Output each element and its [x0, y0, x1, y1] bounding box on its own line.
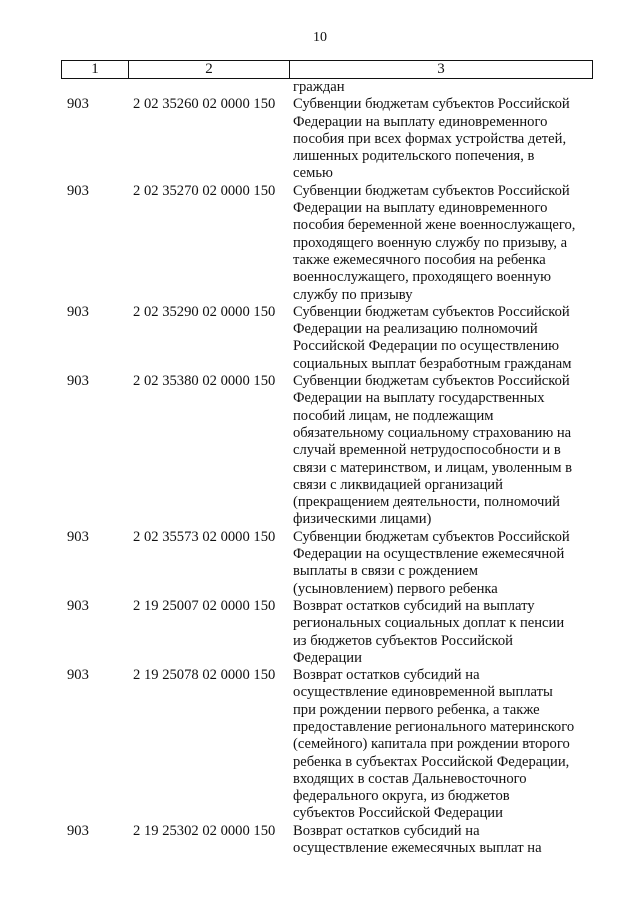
budget-classification-code: 2 19 25302 02 0000 150 — [133, 822, 276, 839]
description-line: пособия беременной жене военнослужащего, — [293, 217, 576, 234]
table-row — [0, 598, 640, 667]
table-row — [0, 96, 640, 182]
description-line: Федерации на выплату государственных — [293, 390, 545, 407]
description-line: Федерации на осуществление ежемесячной — [293, 546, 565, 563]
admin-code: 903 — [67, 303, 89, 320]
description-line: из бюджетов субъектов Российской — [293, 632, 513, 649]
description-line: Субвенции бюджетам субъектов Российской — [293, 182, 570, 199]
description-line: граждан — [293, 79, 345, 95]
description-line: Субвенции бюджетам субъектов Российской — [293, 528, 570, 545]
budget-classification-code: 2 19 25078 02 0000 150 — [133, 667, 276, 684]
description-line: входящих в состав Дальневосточного — [293, 770, 527, 787]
description-line: Субвенции бюджетам субъектов Российской — [293, 303, 570, 320]
description-line: военнослужащего, проходящего военную — [293, 269, 552, 286]
description-line: федерального округа, из бюджетов — [293, 788, 510, 805]
description-line: проходящего военную службу по призыву, а — [293, 234, 568, 251]
description-line: (усыновлением) первого ребенка — [293, 580, 498, 597]
admin-code: 903 — [67, 182, 89, 199]
table-row — [0, 183, 640, 304]
description-line: (прекращением деятельности, полномочий — [293, 494, 560, 511]
description-line: Субвенции бюджетам субъектов Российской — [293, 373, 570, 390]
description-line: Российской Федерации по осуществлению — [293, 338, 560, 355]
description-line: службу по призыву — [293, 286, 413, 303]
revenue-description — [293, 667, 593, 823]
revenue-description — [293, 373, 593, 529]
description-line: выплаты в связи с рождением — [293, 563, 479, 580]
admin-code: 903 — [67, 96, 89, 113]
table-row — [0, 529, 640, 598]
description-line: семью — [293, 165, 333, 182]
budget-classification-code: 2 02 35380 02 0000 150 — [133, 373, 276, 390]
budget-classification-code: 2 02 35290 02 0000 150 — [133, 303, 276, 320]
table-body — [0, 79, 640, 857]
description-line: Возврат остатков субсидий на — [293, 822, 480, 839]
description-line: физическими лицами) — [293, 511, 432, 528]
description-line: осуществление единовременной выплаты — [293, 684, 553, 701]
admin-code: 903 — [67, 822, 89, 839]
admin-code: 903 — [67, 528, 89, 545]
description-line: предоставление регионального материнского — [293, 718, 575, 735]
description-line: Субвенции бюджетам субъектов Российской — [293, 96, 570, 113]
description-line: связи с ликвидацией организаций — [293, 476, 503, 493]
table-row — [0, 373, 640, 529]
revenue-description — [293, 529, 593, 598]
description-line: Возврат остатков субсидий на — [293, 667, 480, 684]
revenue-description — [293, 183, 593, 304]
description-line: случай временной нетрудоспособности и в — [293, 442, 561, 459]
description-line: при рождении первого ребенка, а также — [293, 701, 540, 718]
description-line: пособия при всех формах устройства детей, — [293, 130, 567, 147]
revenue-description — [293, 79, 593, 96]
description-line: Возврат остатков субсидий на выплату — [293, 597, 535, 614]
description-line: Федерации на выплату единовременного — [293, 113, 548, 130]
revenue-description — [293, 304, 593, 373]
description-line: (семейного) капитала при рождении второго — [293, 736, 570, 753]
description-line: Федерации на реализацию полномочий — [293, 321, 538, 338]
revenue-description — [293, 823, 593, 858]
description-line: субъектов Российской Федерации — [293, 805, 503, 822]
table-row — [0, 304, 640, 373]
header-col-3: 3 — [290, 61, 593, 79]
header-col-2: 2 — [129, 61, 290, 79]
revenue-description — [293, 96, 593, 182]
admin-code: 903 — [67, 597, 89, 614]
budget-classification-code: 2 02 35260 02 0000 150 — [133, 96, 276, 113]
description-line: пособий лицам, не подлежащим — [293, 407, 494, 424]
revenue-description — [293, 598, 593, 667]
table-header — [61, 60, 593, 79]
description-line: также ежемесячного пособия на ребенка — [293, 251, 546, 268]
table-row — [0, 667, 640, 823]
description-line: региональных социальных доплат к пенсии — [293, 615, 565, 632]
table-row — [0, 79, 640, 96]
budget-classification-code: 2 02 35573 02 0000 150 — [133, 528, 276, 545]
description-line: лишенных родительского попечения, в — [293, 148, 535, 165]
budget-classification-code: 2 02 35270 02 0000 150 — [133, 182, 276, 199]
page-number: 10 — [313, 30, 327, 45]
description-line: ребенка в субъектах Российской Федерации, — [293, 753, 570, 770]
description-line: Федерации на выплату единовременного — [293, 200, 548, 217]
admin-code: 903 — [67, 373, 89, 390]
description-line: обязательному социальному страхованию на — [293, 424, 572, 441]
description-line: Федерации — [293, 649, 362, 666]
budget-classification-code: 2 19 25007 02 0000 150 — [133, 597, 276, 614]
description-line: связи с материнством, и лицам, уволенным в — [293, 459, 572, 476]
admin-code: 903 — [67, 667, 89, 684]
description-line: социальных выплат безработным гражданам — [293, 355, 572, 372]
header-col-1: 1 — [62, 61, 129, 79]
description-line: осуществление ежемесячных выплат на — [293, 840, 542, 857]
table-row — [0, 823, 640, 858]
